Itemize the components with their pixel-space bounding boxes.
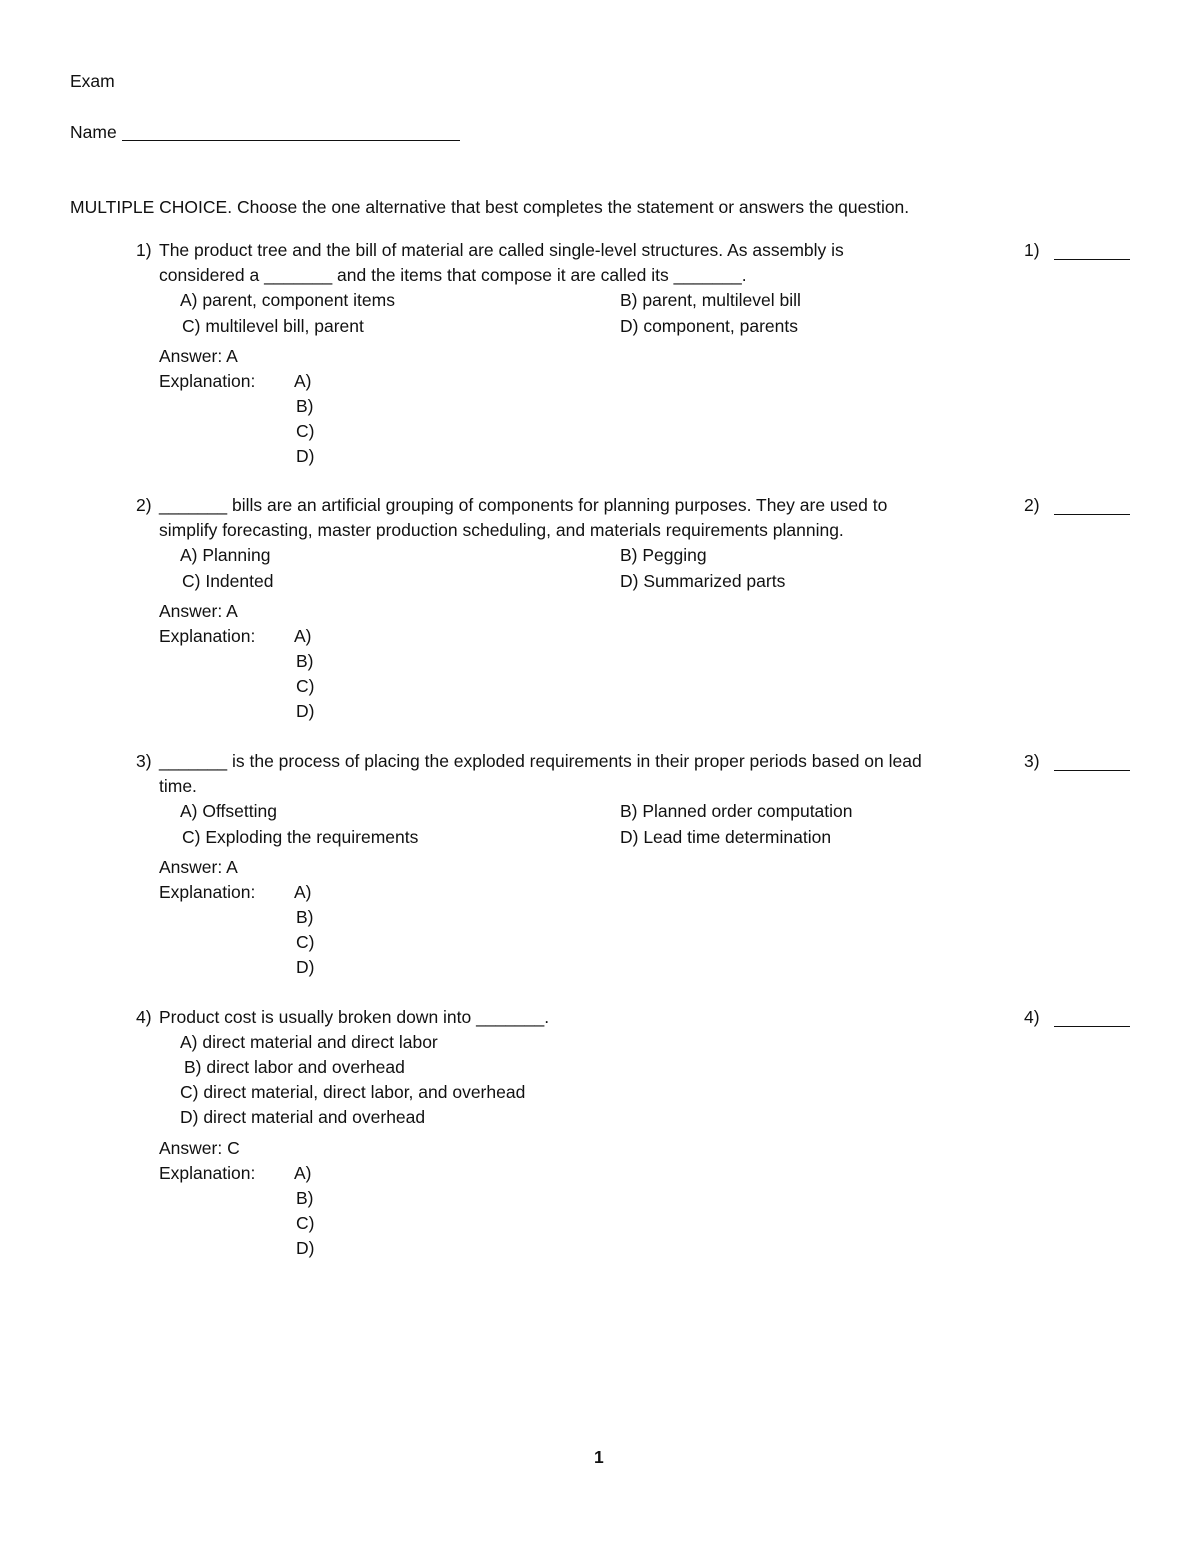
answer-option[interactable]: B) Planned order computation [620,801,853,821]
answer-margin-number: 4) [1024,1007,1040,1027]
answer-line [159,856,238,878]
answer-blank-line[interactable] [1054,770,1130,771]
answer-option[interactable]: C) Exploding the requirements [182,827,419,847]
instructions [70,196,909,218]
explanation-letter: D) [296,1238,315,1258]
answer-blank-line[interactable] [1054,259,1130,260]
answer-label: Answer: [159,1138,223,1158]
explanation-label: Explanation: [159,1163,256,1183]
answer-label: Answer: [159,857,223,877]
question-stem-line: _______ is the process of placing the exploded requirements in their proper periods based on lead [159,751,922,771]
answer-option[interactable]: D) Summarized parts [620,571,786,591]
answer-option[interactable]: B) parent, multilevel bill [620,290,801,310]
answer-label: Answer: [159,601,223,621]
section-heading: MULTIPLE CHOICE. [70,197,233,217]
question-stem-line: time. [159,776,197,796]
page-number: 1 [594,1447,604,1467]
instructions-text: Choose the one alternative that best completes the statement or answers the question. [236,197,910,217]
explanation-letter: A) [294,1163,312,1183]
explanation-letter: B) [296,1188,314,1208]
explanation-letter: B) [296,396,314,416]
question-stem-line: considered a _______ and the items that compose it are called its _______. [159,265,747,285]
explanation-label: Explanation: [159,882,256,902]
answer-line [159,600,238,622]
explanation-letter: A) [294,626,312,646]
answer-option[interactable]: C) direct material, direct labor, and overhead [180,1082,526,1102]
explanation-letter: A) [294,882,312,902]
answer-value: A [226,857,238,877]
answer-blank-line[interactable] [1054,514,1130,515]
answer-option[interactable]: C) multilevel bill, parent [182,316,364,336]
answer-option[interactable]: A) parent, component items [180,290,395,310]
explanation-label: Explanation: [159,371,256,391]
answer-option[interactable]: D) Lead time determination [620,827,832,847]
explanation-letter: B) [296,907,314,927]
answer-option[interactable]: D) direct material and overhead [180,1107,426,1127]
answer-blank-line[interactable] [1054,1026,1130,1027]
answer-value: A [226,601,238,621]
question-number: 3) [136,751,152,771]
question-number: 2) [136,495,152,515]
explanation-label: Explanation: [159,626,256,646]
name-field-line[interactable] [122,140,460,141]
explanation-letter: A) [294,371,312,391]
answer-line [159,345,238,367]
question-stem-line: _______ bills are an artificial grouping of components for planning purposes. They are used to [159,495,888,515]
answer-option[interactable]: C) Indented [182,571,274,591]
answer-line [159,1137,240,1159]
question-stem-line: The product tree and the bill of material are called single-level structures. As assembly is [159,240,844,260]
answer-value: A [226,346,238,366]
question-stem-line: simplify forecasting, master production scheduling, and materials requirements planning. [159,520,844,540]
explanation-letter: D) [296,446,315,466]
answer-option[interactable]: B) direct labor and overhead [184,1057,405,1077]
explanation-letter: C) [296,932,315,952]
explanation-letter: C) [296,676,315,696]
answer-value: C [227,1138,240,1158]
explanation-letter: B) [296,651,314,671]
question-stem-line: Product cost is usually broken down into _______. [159,1007,550,1027]
explanation-letter: D) [296,701,315,721]
exam-title: Exam [70,71,115,91]
explanation-letter: C) [296,1213,315,1233]
answer-margin-number: 3) [1024,751,1040,771]
explanation-letter: D) [296,957,315,977]
name-label: Name [70,122,117,142]
answer-margin-number: 2) [1024,495,1040,515]
answer-margin-number: 1) [1024,240,1040,260]
answer-option[interactable]: A) direct material and direct labor [180,1032,438,1052]
answer-option[interactable]: A) Planning [180,545,271,565]
question-number: 1) [136,240,152,260]
answer-option[interactable]: D) component, parents [620,316,799,336]
explanation-letter: C) [296,421,315,441]
answer-option[interactable]: A) Offsetting [180,801,277,821]
answer-option[interactable]: B) Pegging [620,545,707,565]
question-number: 4) [136,1007,152,1027]
answer-label: Answer: [159,346,223,366]
